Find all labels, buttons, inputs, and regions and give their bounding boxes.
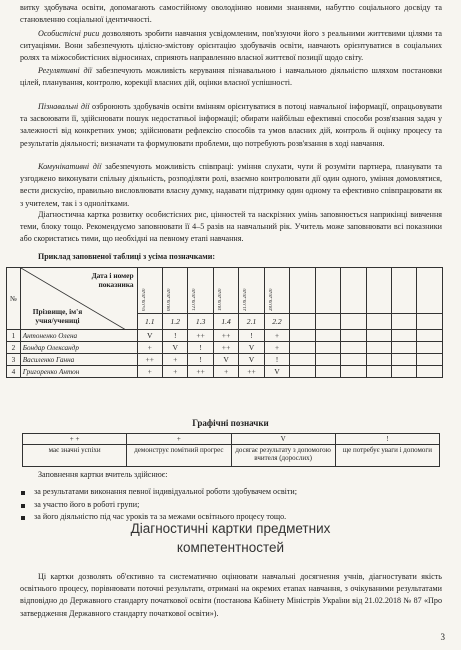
mark-cell — [341, 366, 366, 378]
indicator-code-cell — [391, 314, 416, 330]
bullet-icon — [21, 504, 25, 508]
mark-cell: + — [163, 366, 188, 378]
indicator-code-cell: 2.2 — [264, 314, 289, 330]
paragraph-diagnostic-card: Діагностична картка розвитку особистісних рис, цінностей та наскрізних умінь заповнюється наприкінці вивчення теми, блоку тощо. Рекомендуємо заповнювати її 4–5 разів на навчальний рік. Учитель може заповнювати всі показники або скористатись тими, що необхідні на певному етапі навчання. — [20, 210, 442, 244]
date-cell: 05.09.2020 — [137, 268, 162, 314]
mark-cell: ++ — [188, 366, 213, 378]
paragraph-intro: витку здобувача освіти, допомагають самостійному оволодінню новими знаннями, набуттю соціального досвіду та становленню соціальної ідентичності. — [20, 3, 442, 25]
indicator-code-cell — [341, 314, 366, 330]
student-name: Антоненко Олена — [20, 330, 137, 342]
legend-symbol: V — [231, 434, 335, 445]
date-cell — [315, 268, 340, 314]
mark-cell — [391, 330, 416, 342]
mark-cell — [315, 342, 340, 354]
legend-table — [22, 433, 440, 467]
paragraph-regulatory: Регулятивні дії забезпечують можливість керування пізнавальною і навчальною діяльністю шляхом постановки цілей, планування, контролю, корекції власних дій, оцінки власної успішності. — [20, 66, 442, 88]
legend-description: демонструє помітний прогрес — [127, 445, 231, 467]
date-cell: 18.09.2020 — [213, 268, 238, 314]
term-cognitive: Пізнавальні дії — [38, 102, 90, 111]
mark-cell: V — [264, 366, 289, 378]
mark-cell: + — [137, 342, 162, 354]
diagonal-header-cell — [20, 268, 137, 330]
mark-cell — [391, 342, 416, 354]
mark-cell: ! — [188, 342, 213, 354]
date-cell — [341, 268, 366, 314]
date-cell: 12.09.2020 — [188, 268, 213, 314]
list-item: за його діяльністю під час уроків та за межами освітнього процесу тощо. — [18, 511, 438, 524]
paragraph-cognitive: Пізнавальні дії озброюють здобувачів освіти вмінням орієнтуватися в потоці навчальної інформації, опрацьовувати та засвоювати її, здійснювати пошук недостатньої інформації; обирати найбільш ефективні способи розв'язання задач у залежності від конкретних умов; здійснювати рефлексію способів та умов власних дій, контроль й оцінку процесу та результатів діяльності; визначати та формулювати проблеми, що потребують розв'язання в ході навчання. — [20, 102, 442, 148]
mark-cell — [366, 330, 391, 342]
mark-cell — [290, 330, 315, 342]
mark-cell: ++ — [213, 330, 238, 342]
table-row — [7, 366, 443, 378]
example-caption: Приклад заповненої таблиці з усіма позначками: — [38, 252, 215, 261]
student-name: Григоренко Антон — [20, 366, 137, 378]
mark-cell: ++ — [239, 366, 264, 378]
date-cell — [366, 268, 391, 314]
table-row — [7, 354, 443, 366]
mark-cell: ++ — [213, 342, 238, 354]
indicator-code-cell: 1.4 — [213, 314, 238, 330]
mark-cell — [341, 342, 366, 354]
bullet-icon — [21, 491, 25, 495]
mark-cell — [417, 366, 443, 378]
table-row — [7, 342, 443, 354]
row-number: 1 — [7, 330, 21, 342]
legend-symbol: + — [127, 434, 231, 445]
mark-cell — [315, 330, 340, 342]
mark-cell — [417, 342, 443, 354]
row-number: 2 — [7, 342, 21, 354]
indicator-code-cell: 2.1 — [239, 314, 264, 330]
legend-symbol: + + — [23, 434, 127, 445]
paragraph-subject-cards: Ці картки дозволять об'єктивно та систематично оцінювати навчальні досягнення учнів, діагностувати якість освітнього процесу, порівнювати поточні результати, отримані на окремих етапах навчання, з очікуваними результатами відповідно до Державного стандарту початкової освіти (постанова Кабінету Міністрів України від 21.02.2018 № 87 «Про затвердження Державного стандарту початкової освіти»). — [20, 572, 442, 618]
indicator-code-cell — [315, 314, 340, 330]
indicator-code-cell — [290, 314, 315, 330]
fill-list — [18, 486, 438, 524]
legend-title: Графічні позначки — [192, 418, 269, 428]
date-cell: 28.09.2020 — [264, 268, 289, 314]
paragraph-personal-traits: Особистісні риси дозволяють зробити навчання усвідомленим, пов'язуючи його з реальними життєвими цілями та ситуаціями. Вони забезпечують цілісно-змістову орієнтацію здобувачів освіти, навчають орієнтуватися в соціальних ролях та міжособистісних відносинах, сприяють направленню власної життєвої позиції щодо світу. — [20, 29, 442, 63]
date-cell — [391, 268, 416, 314]
mark-cell: + — [163, 354, 188, 366]
mark-cell — [391, 366, 416, 378]
date-cell — [290, 268, 315, 314]
student-name: Василенко Ганна — [20, 354, 137, 366]
paragraph-communicative: Комунікативні дії забезпечують можливість співпраці: уміння слухати, чути й розуміти партнера, планувати та узгоджено виконувати спільну діяльність, розподіляти ролі, взаємно контролювати дії один одного, уміння домовлятися, вести дискусію, правильно висловлювати власну думку, надавати підтримку один одному та ефективно співпрацювати як з учителем, так і з однолітками. — [20, 162, 442, 208]
mark-cell: ! — [163, 330, 188, 342]
student-name-header: Прізвище, ім'я учня/учениці — [32, 307, 83, 325]
list-item: за участю його в роботі групи; — [18, 499, 438, 512]
mark-cell — [315, 366, 340, 378]
mark-cell — [417, 354, 443, 366]
mark-cell — [366, 342, 391, 354]
mark-cell — [391, 354, 416, 366]
indicator-code-cell — [366, 314, 391, 330]
term-personal-traits: Особистісні риси — [38, 29, 100, 38]
mark-cell — [366, 366, 391, 378]
mark-cell: + — [137, 366, 162, 378]
mark-cell: V — [137, 330, 162, 342]
mark-cell: V — [239, 354, 264, 366]
mark-cell — [315, 354, 340, 366]
date-cell — [417, 268, 443, 314]
mark-cell: ! — [188, 354, 213, 366]
indicator-code-cell: 1.2 — [163, 314, 188, 330]
mark-cell: + — [213, 366, 238, 378]
row-number: 3 — [7, 354, 21, 366]
date-indicator-header: Дата і номер показника — [91, 271, 134, 289]
row-number: 4 — [7, 366, 21, 378]
mark-cell — [366, 354, 391, 366]
fill-intro: Заповнення картки вчитель здійснює: — [38, 470, 168, 479]
indicator-code-cell: 1.1 — [137, 314, 162, 330]
list-item: за результатами виконання певної індивідуальної роботи здобувачем освіти; — [18, 486, 438, 499]
legend-description: досягає результату з допомогою вчителя (дорослих) — [231, 445, 335, 467]
term-regulatory: Регулятивні дії — [38, 66, 93, 75]
mark-cell: V — [239, 342, 264, 354]
mark-cell: + — [264, 330, 289, 342]
num-header: № — [7, 268, 21, 330]
page-number: 3 — [440, 632, 445, 642]
date-cell: 21.09.2020 — [239, 268, 264, 314]
table-row — [7, 330, 443, 342]
mark-cell: V — [163, 342, 188, 354]
indicator-code-cell — [417, 314, 443, 330]
example-table — [6, 267, 443, 378]
legend-description: ще потребує уваги і допомоги — [335, 445, 439, 467]
mark-cell: ! — [264, 354, 289, 366]
mark-cell: V — [213, 354, 238, 366]
mark-cell — [290, 354, 315, 366]
mark-cell: ! — [239, 330, 264, 342]
legend-description: має значні успіхи — [23, 445, 127, 467]
section-heading: Діагностичні картки предметних компетентностей — [130, 521, 331, 555]
mark-cell: ++ — [137, 354, 162, 366]
mark-cell: ++ — [188, 330, 213, 342]
mark-cell — [341, 330, 366, 342]
mark-cell — [290, 342, 315, 354]
date-cell: 08.09.2020 — [163, 268, 188, 314]
mark-cell — [290, 366, 315, 378]
legend-symbol: ! — [335, 434, 439, 445]
indicator-code-cell: 1.3 — [188, 314, 213, 330]
mark-cell — [417, 330, 443, 342]
student-name: Бондар Олександр — [20, 342, 137, 354]
term-communicative: Комунікативні дії — [38, 162, 102, 171]
mark-cell — [341, 354, 366, 366]
mark-cell: + — [264, 342, 289, 354]
